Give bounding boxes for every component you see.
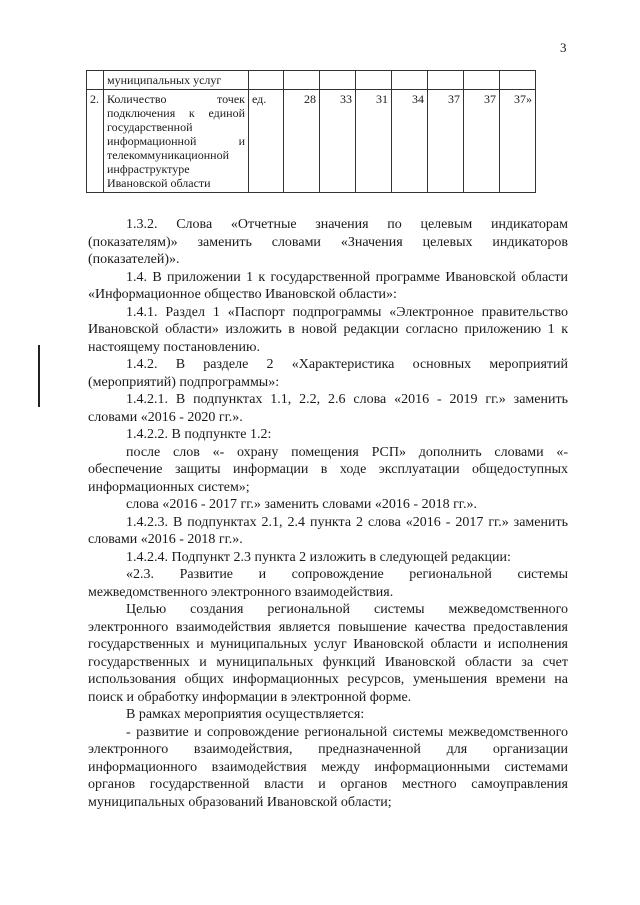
paragraph: В рамках мероприятия осуществляется:	[126, 707, 365, 722]
paragraph: 1.4.2.4. Подпункт 2.3 пункта 2 изложить в следующей редакции:	[126, 549, 511, 565]
paragraph: - развитие и сопровождение региональной системы межведомственного электронного взаимодействия, предназначенной для организации информационного взаимодействия между информационными системами органов государственной власти и органов местного самоуправления муниципальных образований Ивановской области;	[88, 724, 568, 810]
value-cell	[464, 71, 500, 90]
value-cell	[284, 71, 320, 90]
value-cell	[356, 71, 392, 90]
indicator-name: муниципальных услуг	[104, 71, 249, 90]
paragraph: 1.4.2.3. В подпунктах 2.1, 2.4 пункта 2 слова «2016 - 2017 гг.» заменить словами «2016 - 2018 гг.».	[88, 514, 568, 547]
row-number: 2.	[87, 90, 104, 193]
indicators-table	[86, 70, 536, 193]
paragraph: 1.4.2.2. В подпункте 1.2:	[126, 427, 272, 442]
value-cell	[392, 71, 428, 90]
paragraph: слова «2016 - 2017 гг.» заменить словами «2016 - 2018 гг.».	[126, 497, 477, 512]
unit-cell: ед.	[249, 90, 284, 193]
row-number	[87, 71, 104, 90]
paragraph: 1.4.1. Раздел 1 «Паспорт подпрограммы «Электронное правительство Ивановской области» изложить в новой редакции согласно приложению 1 к настоящему постановлению.	[88, 304, 568, 355]
paragraph: 1.4. В приложении 1 к государственной программе Ивановской области «Информационное общество Ивановской области»:	[88, 269, 568, 302]
margin-mark	[38, 345, 40, 407]
table-row	[87, 90, 536, 193]
paragraph: Целью создания региональной системы межведомственного электронного взаимодействия является повышение качества предоставления государственных и муниципальных услуг Ивановской области и исполнения государственных и муниципальных функций Ивановской области за счет использования общих информационных ресурсов, уменьшения времени на поиск и обработку информации в электронной форме.	[88, 602, 568, 705]
paragraph: после слов «- охрану помещения РСП» дополнить словами «- обеспечение защиты информации в ходе эксплуатации общедоступных информационных систем»;	[88, 444, 568, 495]
value-cell: 28	[284, 90, 320, 193]
value-cell	[500, 71, 536, 90]
paragraph: 1.3.2. Слова «Отчетные значения по целевым индикаторам (показателям)» заменить словами «Значения целевых индикаторов (показателей)».	[88, 217, 568, 267]
value-cell	[320, 71, 356, 90]
value-cell: 34	[392, 90, 428, 193]
table-row	[87, 71, 536, 90]
paragraph: 1.4.2. В разделе 2 «Характеристика основных мероприятий (мероприятий) подпрограммы»:	[88, 357, 568, 390]
paragraph: 1.4.2.1. В подпунктах 1.1, 2.2, 2.6 слова «2016 - 2019 гг.» заменить словами «2016 - 2020 гг.».	[88, 392, 568, 425]
page-number: 3	[560, 40, 567, 55]
paragraph: «2.3. Развитие и сопровождение региональной системы межведомственного электронного взаимодействия.	[88, 567, 568, 600]
indicator-name: Количество точек подключения к единой государственной информационной и телекоммуникационной инфраструктуре Ивановской области	[104, 90, 249, 193]
unit-cell	[249, 71, 284, 90]
value-cell	[428, 71, 464, 90]
document-body	[88, 216, 568, 811]
value-cell: 37	[428, 90, 464, 193]
value-cell: 31	[356, 90, 392, 193]
value-cell: 33	[320, 90, 356, 193]
value-cell: 37	[464, 90, 500, 193]
value-cell: 37»	[500, 90, 536, 193]
